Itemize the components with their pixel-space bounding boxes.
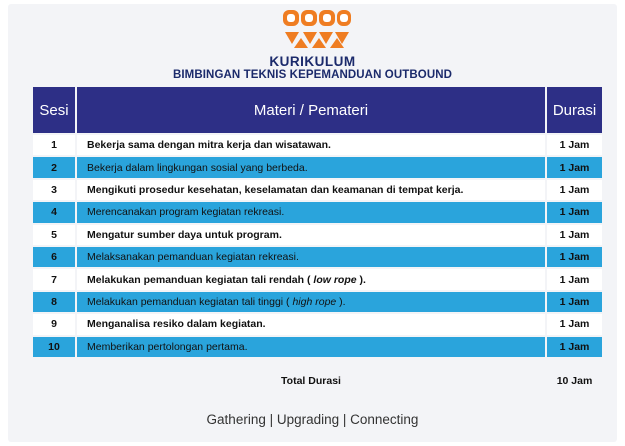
topic-emphasis: high rope bbox=[292, 295, 337, 308]
session-number: 1 bbox=[33, 135, 75, 155]
table-header-row bbox=[33, 87, 602, 133]
session-duration: 1 Jam bbox=[547, 202, 602, 222]
table-row bbox=[33, 202, 602, 222]
session-topic: Memberikan pertolongan pertama. bbox=[77, 337, 545, 357]
session-number: 6 bbox=[33, 247, 75, 267]
session-topic: Mengikuti prosedur kesehatan, keselamatan dan keamanan di tempat kerja. bbox=[77, 180, 545, 200]
session-duration: 1 Jam bbox=[547, 157, 602, 177]
session-duration: 1 Jam bbox=[547, 135, 602, 155]
session-topic bbox=[77, 292, 545, 312]
session-duration: 1 Jam bbox=[547, 269, 602, 289]
session-number: 4 bbox=[33, 202, 75, 222]
session-topic: Menganalisa resiko dalam kegiatan. bbox=[77, 314, 545, 334]
table-row bbox=[33, 337, 602, 357]
session-topic: Bekerja sama dengan mitra kerja dan wisatawan. bbox=[77, 135, 545, 155]
table-row bbox=[33, 180, 602, 200]
session-topic: Bekerja dalam lingkungan sosial yang berbeda. bbox=[77, 157, 545, 177]
table-row bbox=[33, 247, 602, 267]
topic-emphasis: low rope bbox=[313, 273, 357, 286]
session-duration: 1 Jam bbox=[547, 337, 602, 357]
page-title: KURIKULUM bbox=[269, 54, 356, 69]
table-row bbox=[33, 157, 602, 177]
session-number: 5 bbox=[33, 225, 75, 245]
total-spacer bbox=[33, 359, 75, 403]
session-topic bbox=[77, 269, 545, 289]
footer-tagline: Gathering | Upgrading | Connecting bbox=[206, 412, 419, 427]
topic-text: Melakukan pemanduan kegiatan tali tinggi ( bbox=[87, 295, 293, 308]
column-header-sesi: Sesi bbox=[33, 87, 75, 133]
session-topic: Melaksanakan pemanduan kegiatan rekreasi. bbox=[77, 247, 545, 267]
total-value: 10 Jam bbox=[547, 359, 602, 403]
table-row bbox=[33, 292, 602, 312]
session-number: 2 bbox=[33, 157, 75, 177]
table-row bbox=[33, 314, 602, 334]
table-row bbox=[33, 225, 602, 245]
page-subtitle: BIMBINGAN TEKNIS KEPEMANDUAN OUTBOUND bbox=[172, 69, 453, 81]
total-row bbox=[33, 359, 602, 403]
session-number: 7 bbox=[33, 269, 75, 289]
curriculum-table bbox=[31, 85, 604, 405]
column-header-materi: Materi / Pemateri bbox=[77, 87, 545, 133]
session-duration: 1 Jam bbox=[547, 314, 602, 334]
session-number: 9 bbox=[33, 314, 75, 334]
session-number: 10 bbox=[33, 337, 75, 357]
kurikulum-logo-icon bbox=[281, 8, 353, 52]
column-header-durasi: Durasi bbox=[547, 87, 602, 133]
session-duration: 1 Jam bbox=[547, 225, 602, 245]
session-topic: Mengatur sumber daya untuk program. bbox=[77, 225, 545, 245]
table-row bbox=[33, 269, 602, 289]
session-duration: 1 Jam bbox=[547, 180, 602, 200]
total-label: Total Durasi bbox=[77, 359, 545, 403]
session-duration: 1 Jam bbox=[547, 247, 602, 267]
session-number: 3 bbox=[33, 180, 75, 200]
topic-text-end: ). bbox=[336, 295, 346, 308]
session-number: 8 bbox=[33, 292, 75, 312]
session-topic: Merencanakan program kegiatan rekreasi. bbox=[77, 202, 545, 222]
topic-text: Melakukan pemanduan kegiatan tali rendah ( bbox=[87, 273, 314, 286]
table-row bbox=[33, 135, 602, 155]
session-duration: 1 Jam bbox=[547, 292, 602, 312]
topic-text-end: ). bbox=[356, 273, 366, 286]
